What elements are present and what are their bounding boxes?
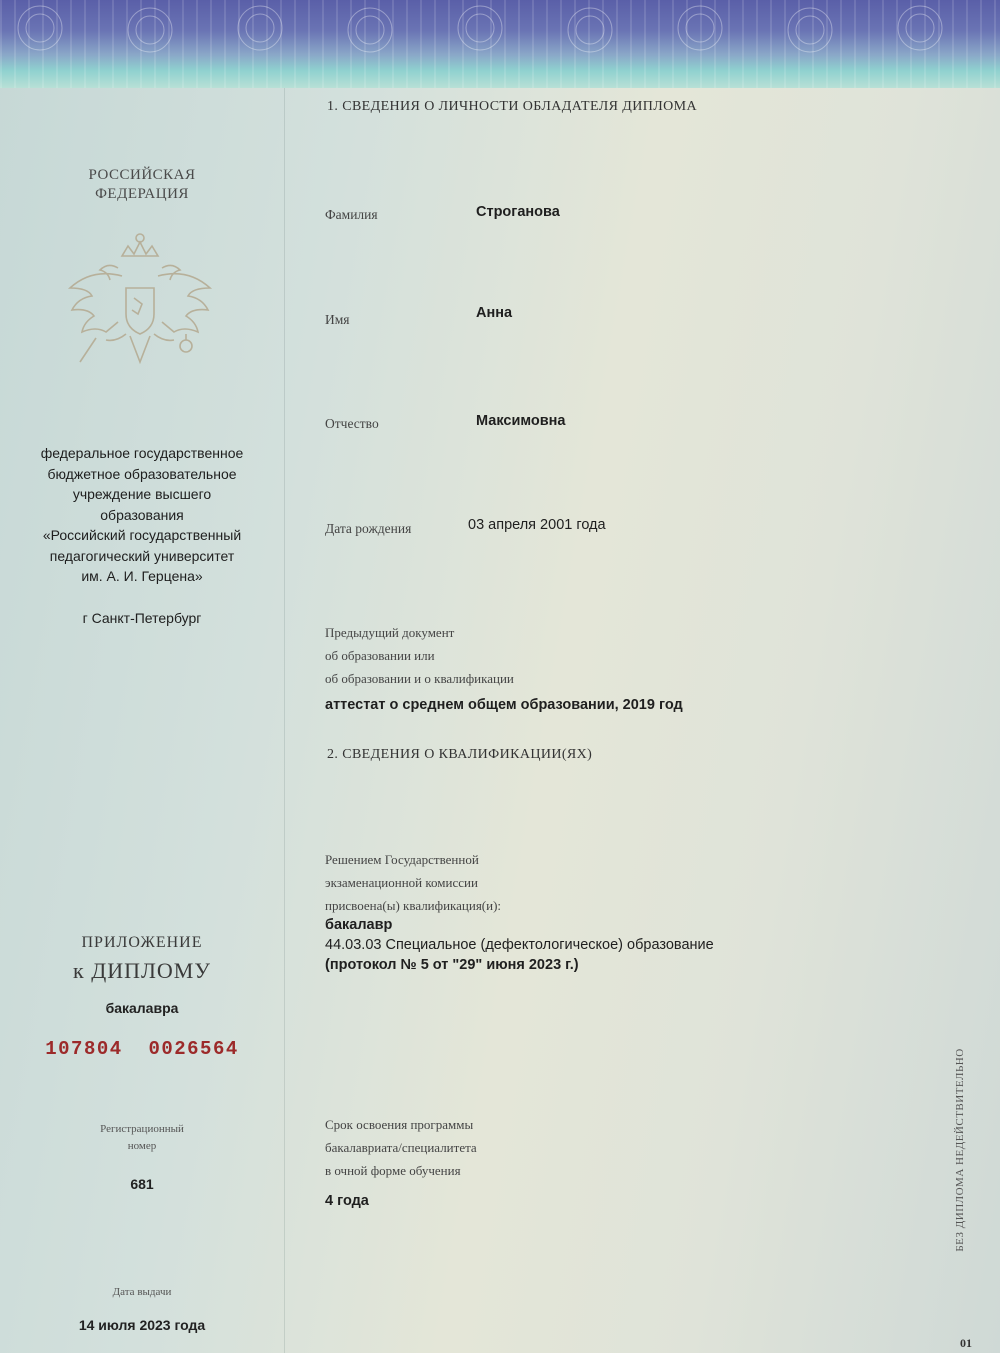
registration-label-line-1: Регистрационный [100, 1123, 184, 1135]
city: г Санкт-Петербург [82, 610, 202, 626]
name-value: Анна [476, 305, 513, 321]
surname-label: Фамилия [325, 207, 378, 222]
previous-document-value: аттестат о среднем общем образовании, 2019 год [325, 697, 683, 713]
section-1-title: 1. СВЕДЕНИЯ О ЛИЧНОСТИ ОБЛАДАТЕЛЯ ДИПЛОМА [327, 99, 698, 114]
right-panel [284, 0, 1000, 1353]
country-line-1: РОССИЙСКАЯ [88, 167, 196, 183]
issue-date: 14 июля 2023 года [78, 1317, 206, 1333]
study-duration-line: бакалавриата/специалитета [325, 1140, 477, 1155]
qualification-protocol: (протокол № 5 от "29" июня 2023 г.) [325, 957, 579, 973]
left-panel [0, 88, 284, 1353]
degree-level: бакалавра [105, 1000, 179, 1016]
institution-name [0, 443, 284, 587]
study-duration-line: Срок освоения программы [325, 1117, 474, 1132]
to-diploma-title: к ДИПЛОМУ [73, 958, 211, 983]
russian-coat-of-arms-icon [60, 228, 220, 388]
serial-number: 107804 0026564 [45, 1038, 239, 1060]
surname-value: Строганова [476, 204, 560, 220]
registration-number-label [0, 1121, 284, 1155]
issue-date-label: Дата выдачи [112, 1286, 172, 1298]
commission-decision-line: присвоена(ы) квалификация(и): [325, 898, 502, 913]
study-duration-label [325, 1113, 477, 1182]
qualification-degree: бакалавр [325, 917, 393, 933]
section-2-title: 2. СВЕДЕНИЯ О КВАЛИФИКАЦИИ(ЯХ) [327, 747, 593, 762]
birth-date-value: 03 апреля 2001 года [468, 517, 606, 533]
qualification-program: 44.03.03 Специальное (дефектологическое) образование [325, 937, 714, 953]
institution-line: учреждение высшего [72, 486, 212, 502]
page-number: 01 [960, 1336, 972, 1350]
country-line-2: ФЕДЕРАЦИЯ [95, 186, 189, 202]
registration-label-line-2: номер [127, 1140, 157, 1152]
birth-date-label: Дата рождения [325, 521, 412, 536]
institution-line: образования [100, 506, 184, 523]
registration-number: 681 [130, 1176, 154, 1192]
previous-document-label-line: об образовании и о квалификации [325, 671, 514, 686]
country-name [0, 166, 284, 204]
previous-document-label-line: об образовании или [325, 648, 435, 663]
institution-line: федеральное государственное [40, 445, 244, 461]
validity-note: БЕЗ ДИПЛОМА НЕДЕЙСТВИТЕЛЬНО [954, 1048, 966, 1252]
institution-line: им. А. И. Герцена» [81, 568, 203, 584]
patronymic-label: Отчество [325, 416, 379, 431]
study-duration-line: в очной форме обучения [325, 1163, 461, 1178]
commission-decision-line: экзаменационной комиссии [325, 875, 478, 890]
commission-decision-label [325, 848, 501, 917]
study-duration-value: 4 года [325, 1193, 369, 1209]
commission-decision-line: Решением Государственной [325, 852, 479, 867]
institution-line: бюджетное образовательное [47, 465, 237, 482]
qualification-value [325, 915, 714, 975]
institution-line: педагогический университет [49, 547, 235, 564]
patronymic-value: Максимовна [476, 413, 566, 429]
appendix-title: ПРИЛОЖЕНИЕ [81, 934, 203, 951]
name-label: Имя [325, 312, 350, 327]
previous-document-label-line: Предыдущий документ [325, 625, 455, 640]
institution-line: «Российский государственный [42, 527, 242, 543]
previous-document-label [325, 621, 514, 690]
